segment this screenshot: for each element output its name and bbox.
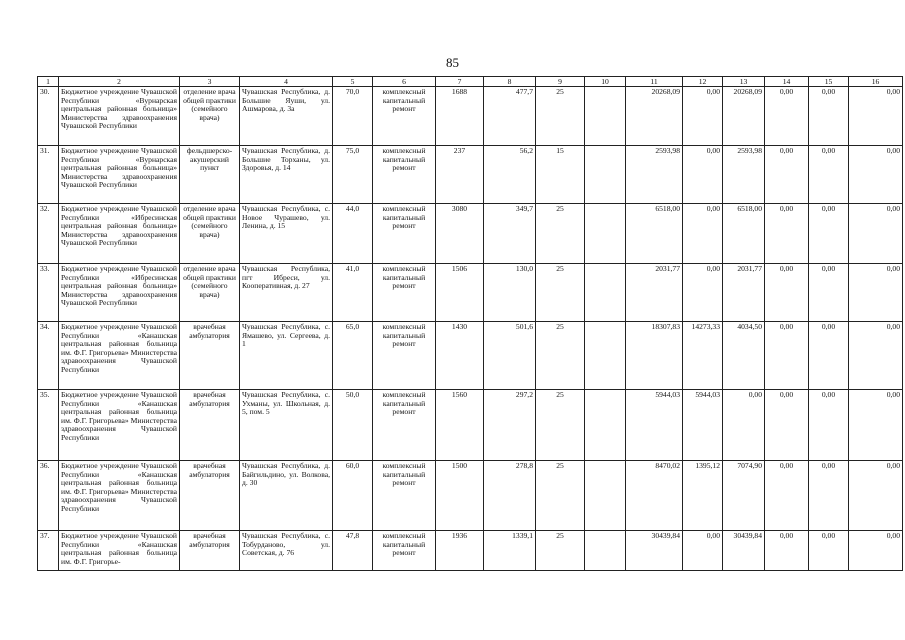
area: 477,7	[484, 87, 536, 146]
address: Чувашская Республика, с. Новое Чурашево, ул. Ленина, д. 15	[240, 204, 333, 264]
cost-value-15: 0,00	[809, 531, 849, 571]
row-number: 34.	[38, 322, 59, 390]
column-number: 3	[180, 77, 240, 87]
total-cost: 2593,98	[626, 146, 683, 204]
cost-value-12: 1395,12	[683, 461, 723, 531]
address: Чувашская Республика, с. Тобурданово, ул. Советская, д. 76	[240, 531, 333, 571]
facility-type: врачебная амбулатория	[180, 390, 240, 461]
capacity: 1560	[436, 390, 484, 461]
cost-value-15: 0,00	[809, 264, 849, 322]
capacity: 1430	[436, 322, 484, 390]
wear-percent: 60,0	[333, 461, 373, 531]
wear-percent: 50,0	[333, 390, 373, 461]
cost-value-14: 0,00	[765, 87, 809, 146]
wear-percent: 65,0	[333, 322, 373, 390]
work-type: комплексный капитальный ремонт	[373, 322, 436, 390]
cost-value-13: 6518,00	[723, 204, 765, 264]
column-number: 11	[626, 77, 683, 87]
cost-value-13: 0,00	[723, 390, 765, 461]
column-number: 2	[59, 77, 180, 87]
facilities-table	[37, 76, 903, 571]
wear-percent: 75,0	[333, 146, 373, 204]
column-10-value	[585, 461, 626, 531]
cost-value-13: 7074,90	[723, 461, 765, 531]
facility-type: отделение врача общей практики (семейного врача)	[180, 264, 240, 322]
cost-value-14: 0,00	[765, 531, 809, 571]
table-row	[38, 390, 903, 461]
column-number: 10	[585, 77, 626, 87]
cost-value-14: 0,00	[765, 461, 809, 531]
table-row	[38, 87, 903, 146]
row-number: 32.	[38, 204, 59, 264]
institution-name: Бюджетное учреждение Чувашской Республики «Канашская центральная районная больница им. Ф.Г. Григорьева» Министерства здравоохранения Чувашской Республики	[59, 390, 180, 461]
column-number: 16	[849, 77, 903, 87]
address: Чувашская Республика, с. Ухманы, ул. Школьная, д. 5, пом. 5	[240, 390, 333, 461]
cost-value-14: 0,00	[765, 390, 809, 461]
total-cost: 2031,77	[626, 264, 683, 322]
wear-percent: 47,8	[333, 531, 373, 571]
row-number: 33.	[38, 264, 59, 322]
cost-value-12: 0,00	[683, 204, 723, 264]
work-type: комплексный капитальный ремонт	[373, 531, 436, 571]
table-row	[38, 204, 903, 264]
column-10-value	[585, 204, 626, 264]
institution-name: Бюджетное учреждение Чувашской Республики «Канашская центральная районная больница им. Ф.Г. Григорьева» Министерства здравоохранения Чувашской Республики	[59, 322, 180, 390]
address: Чувашская Республика, пгт Ибреси, ул. Кооперативная, д. 27	[240, 264, 333, 322]
cost-value-12: 14273,33	[683, 322, 723, 390]
column-number: 14	[765, 77, 809, 87]
service-life: 25	[536, 322, 585, 390]
service-life: 25	[536, 204, 585, 264]
service-life: 25	[536, 390, 585, 461]
capacity: 1936	[436, 531, 484, 571]
cost-value-12: 5944,03	[683, 390, 723, 461]
column-10-value	[585, 264, 626, 322]
total-cost: 20268,09	[626, 87, 683, 146]
facility-type: отделение врача общей практики (семейного врача)	[180, 204, 240, 264]
address: Чувашская Республика, с. Ямашево, ул. Сергеева, д. 1	[240, 322, 333, 390]
column-number: 12	[683, 77, 723, 87]
facility-type: врачебная амбулатория	[180, 531, 240, 571]
column-10-value	[585, 390, 626, 461]
facility-type: отделение врача общей практики (семейного врача)	[180, 87, 240, 146]
work-type: комплексный капитальный ремонт	[373, 264, 436, 322]
cost-value-16: 0,00	[849, 87, 903, 146]
cost-value-14: 0,00	[765, 264, 809, 322]
column-number: 1	[38, 77, 59, 87]
wear-percent: 41,0	[333, 264, 373, 322]
facility-type: врачебная амбулатория	[180, 322, 240, 390]
page-number: 85	[446, 55, 459, 70]
institution-name: Бюджетное учреждение Чувашской Республики «Вурнарская центральная районная больница» Министерства здравоохранения Чувашской Республики	[59, 146, 180, 204]
service-life: 15	[536, 146, 585, 204]
work-type: комплексный капитальный ремонт	[373, 461, 436, 531]
work-type: комплексный капитальный ремонт	[373, 146, 436, 204]
cost-value-16: 0,00	[849, 531, 903, 571]
cost-value-16: 0,00	[849, 390, 903, 461]
cost-value-12: 0,00	[683, 264, 723, 322]
total-cost: 18307,83	[626, 322, 683, 390]
column-number-row	[38, 77, 903, 87]
table-row	[38, 322, 903, 390]
table-row	[38, 146, 903, 204]
area: 349,7	[484, 204, 536, 264]
institution-name: Бюджетное учреждение Чувашской Республики «Ибресинская центральная районная больница» Министерства здравоохранения Чувашской Республики	[59, 204, 180, 264]
cost-value-15: 0,00	[809, 146, 849, 204]
work-type: комплексный капитальный ремонт	[373, 390, 436, 461]
facility-type: фельдшерско-акушерский пункт	[180, 146, 240, 204]
facility-type: врачебная амбулатория	[180, 461, 240, 531]
wear-percent: 70,0	[333, 87, 373, 146]
cost-value-14: 0,00	[765, 146, 809, 204]
total-cost: 30439,84	[626, 531, 683, 571]
capacity: 1500	[436, 461, 484, 531]
cost-value-14: 0,00	[765, 322, 809, 390]
table-row	[38, 531, 903, 571]
cost-value-15: 0,00	[809, 322, 849, 390]
cost-value-16: 0,00	[849, 461, 903, 531]
column-10-value	[585, 146, 626, 204]
cost-value-15: 0,00	[809, 461, 849, 531]
column-number: 4	[240, 77, 333, 87]
row-number: 31.	[38, 146, 59, 204]
row-number: 36.	[38, 461, 59, 531]
cost-value-13: 20268,09	[723, 87, 765, 146]
row-number: 35.	[38, 390, 59, 461]
table-row	[38, 461, 903, 531]
column-number: 15	[809, 77, 849, 87]
cost-value-14: 0,00	[765, 204, 809, 264]
area: 297,2	[484, 390, 536, 461]
institution-name: Бюджетное учреждение Чувашской Республики «Вурнарская центральная районная больница» Министерства здравоохранения Чувашской Республики	[59, 87, 180, 146]
cost-value-16: 0,00	[849, 204, 903, 264]
cost-value-13: 2031,77	[723, 264, 765, 322]
cost-value-12: 0,00	[683, 146, 723, 204]
cost-value-13: 4034,50	[723, 322, 765, 390]
capacity: 237	[436, 146, 484, 204]
cost-value-15: 0,00	[809, 390, 849, 461]
column-number: 6	[373, 77, 436, 87]
address: Чувашская Республика, д. Байгильдино, ул. Волкова, д. 30	[240, 461, 333, 531]
row-number: 30.	[38, 87, 59, 146]
column-number: 7	[436, 77, 484, 87]
column-number: 8	[484, 77, 536, 87]
address: Чувашская Республика, д. Большие Торханы, ул. Здоровья, д. 14	[240, 146, 333, 204]
cost-value-15: 0,00	[809, 204, 849, 264]
cost-value-12: 0,00	[683, 87, 723, 146]
service-life: 25	[536, 531, 585, 571]
wear-percent: 44,0	[333, 204, 373, 264]
total-cost: 5944,03	[626, 390, 683, 461]
address: Чувашская Республика, д. Большие Яуши, ул. Ашмарова, д. 3а	[240, 87, 333, 146]
area: 278,8	[484, 461, 536, 531]
cost-value-16: 0,00	[849, 322, 903, 390]
total-cost: 6518,00	[626, 204, 683, 264]
column-10-value	[585, 531, 626, 571]
cost-value-13: 2593,98	[723, 146, 765, 204]
area: 1339,1	[484, 531, 536, 571]
institution-name: Бюджетное учреждение Чувашской Республики «Ибресинская центральная районная больница» Министерства здравоохранения Чувашской Республики	[59, 264, 180, 322]
cost-value-13: 30439,84	[723, 531, 765, 571]
cost-value-16: 0,00	[849, 146, 903, 204]
capacity: 1688	[436, 87, 484, 146]
cost-value-16: 0,00	[849, 264, 903, 322]
row-number: 37.	[38, 531, 59, 571]
work-type: комплексный капитальный ремонт	[373, 87, 436, 146]
service-life: 25	[536, 264, 585, 322]
total-cost: 8470,02	[626, 461, 683, 531]
cost-value-15: 0,00	[809, 87, 849, 146]
column-number: 5	[333, 77, 373, 87]
column-10-value	[585, 322, 626, 390]
service-life: 25	[536, 461, 585, 531]
area: 130,0	[484, 264, 536, 322]
capacity: 1506	[436, 264, 484, 322]
work-type: комплексный капитальный ремонт	[373, 204, 436, 264]
cost-value-12: 0,00	[683, 531, 723, 571]
table-row	[38, 264, 903, 322]
institution-name: Бюджетное учреждение Чувашской Республики «Канашская центральная районная больница им. Ф.Г. Григорье-	[59, 531, 180, 571]
capacity: 3080	[436, 204, 484, 264]
column-number: 9	[536, 77, 585, 87]
area: 501,6	[484, 322, 536, 390]
service-life: 25	[536, 87, 585, 146]
institution-name: Бюджетное учреждение Чувашской Республики «Канашская центральная районная больница им. Ф.Г. Григорьева» Министерства здравоохранения Чувашской Республики	[59, 461, 180, 531]
column-number: 13	[723, 77, 765, 87]
area: 56,2	[484, 146, 536, 204]
column-10-value	[585, 87, 626, 146]
